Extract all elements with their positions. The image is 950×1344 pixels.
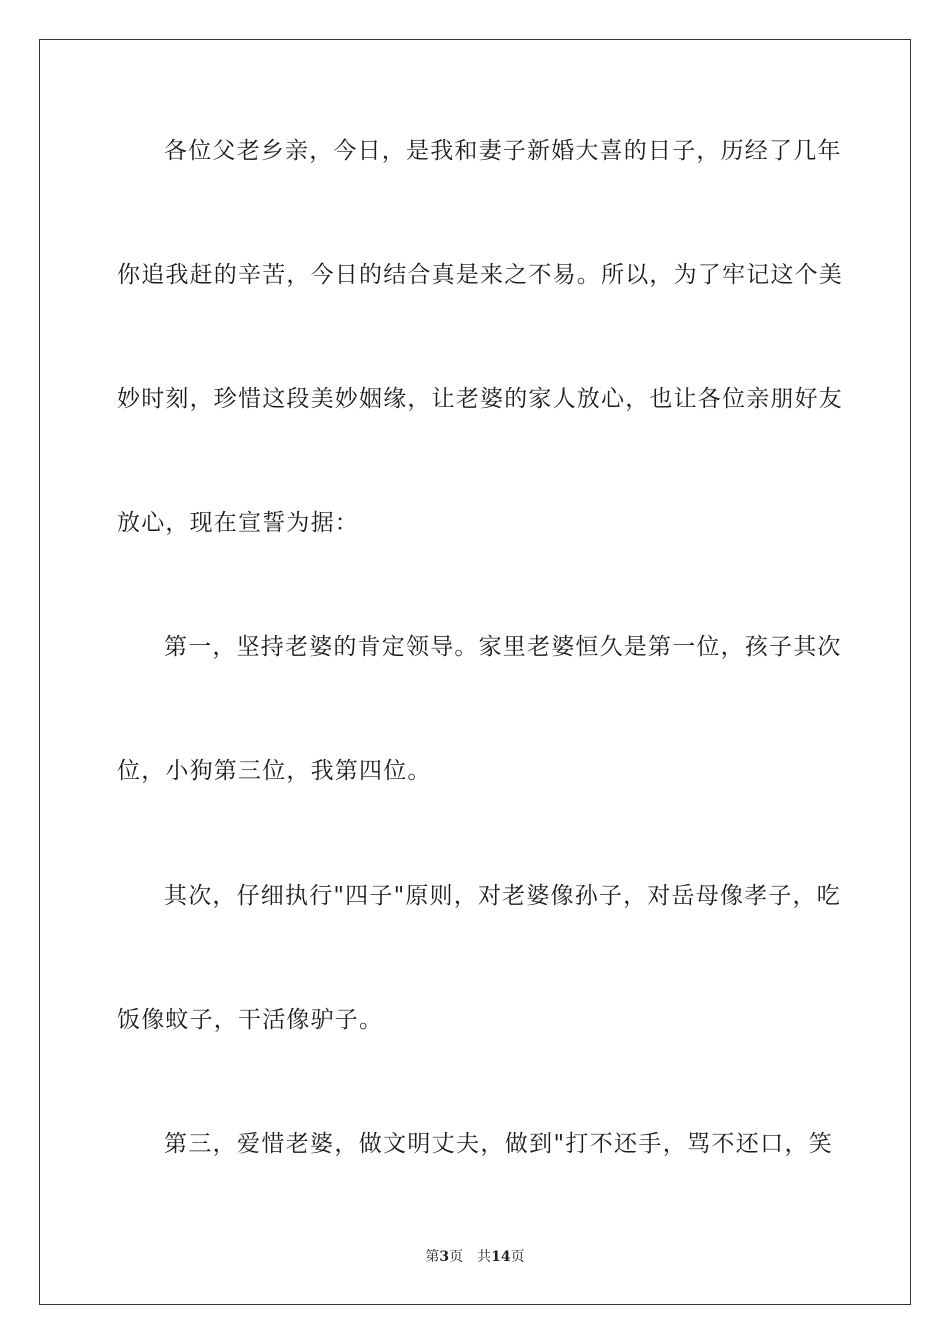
paragraph-1-line-2: 你追我赶的辛苦，今日的结合真是来之不易。所以，为了牢记这个美 <box>117 262 843 288</box>
footer-total-suffix: 页 <box>510 1249 525 1265</box>
footer-total-prefix: 共 <box>477 1249 492 1265</box>
page-border <box>39 39 911 1305</box>
paragraph-2-line-2: 位，小狗第三位，我第四位。 <box>117 758 432 784</box>
footer-page-prefix: 第 <box>425 1249 440 1265</box>
footer-page-suffix: 页 <box>449 1249 464 1265</box>
paragraph-1-line-4: 放心，现在宣誓为据： <box>117 510 359 536</box>
paragraph-3-line-2: 饭像蚊子，干活像驴子。 <box>117 1007 384 1033</box>
footer-total-number: 14 <box>491 1249 511 1265</box>
page-footer <box>0 1248 950 1266</box>
paragraph-1-line-1: 各位父老乡亲，今日，是我和妻子新婚大喜的日子，历经了几年 <box>164 138 842 164</box>
paragraph-2-line-1: 第一，坚持老婆的肯定领导。家里老婆恒久是第一位，孩子其次 <box>164 634 842 660</box>
paragraph-4-line-1: 第三，爱惜老婆，做文明丈夫，做到"打不还手，骂不还口，笑 <box>164 1131 833 1157</box>
footer-page-number: 3 <box>439 1249 450 1265</box>
paragraph-3-line-1: 其次，仔细执行"四子"原则，对老婆像孙子，对岳母像孝子，吃 <box>164 883 841 909</box>
paragraph-1-line-3: 妙时刻，珍惜这段美妙姻缘，让老婆的家人放心，也让各位亲朋好友 <box>117 386 843 412</box>
